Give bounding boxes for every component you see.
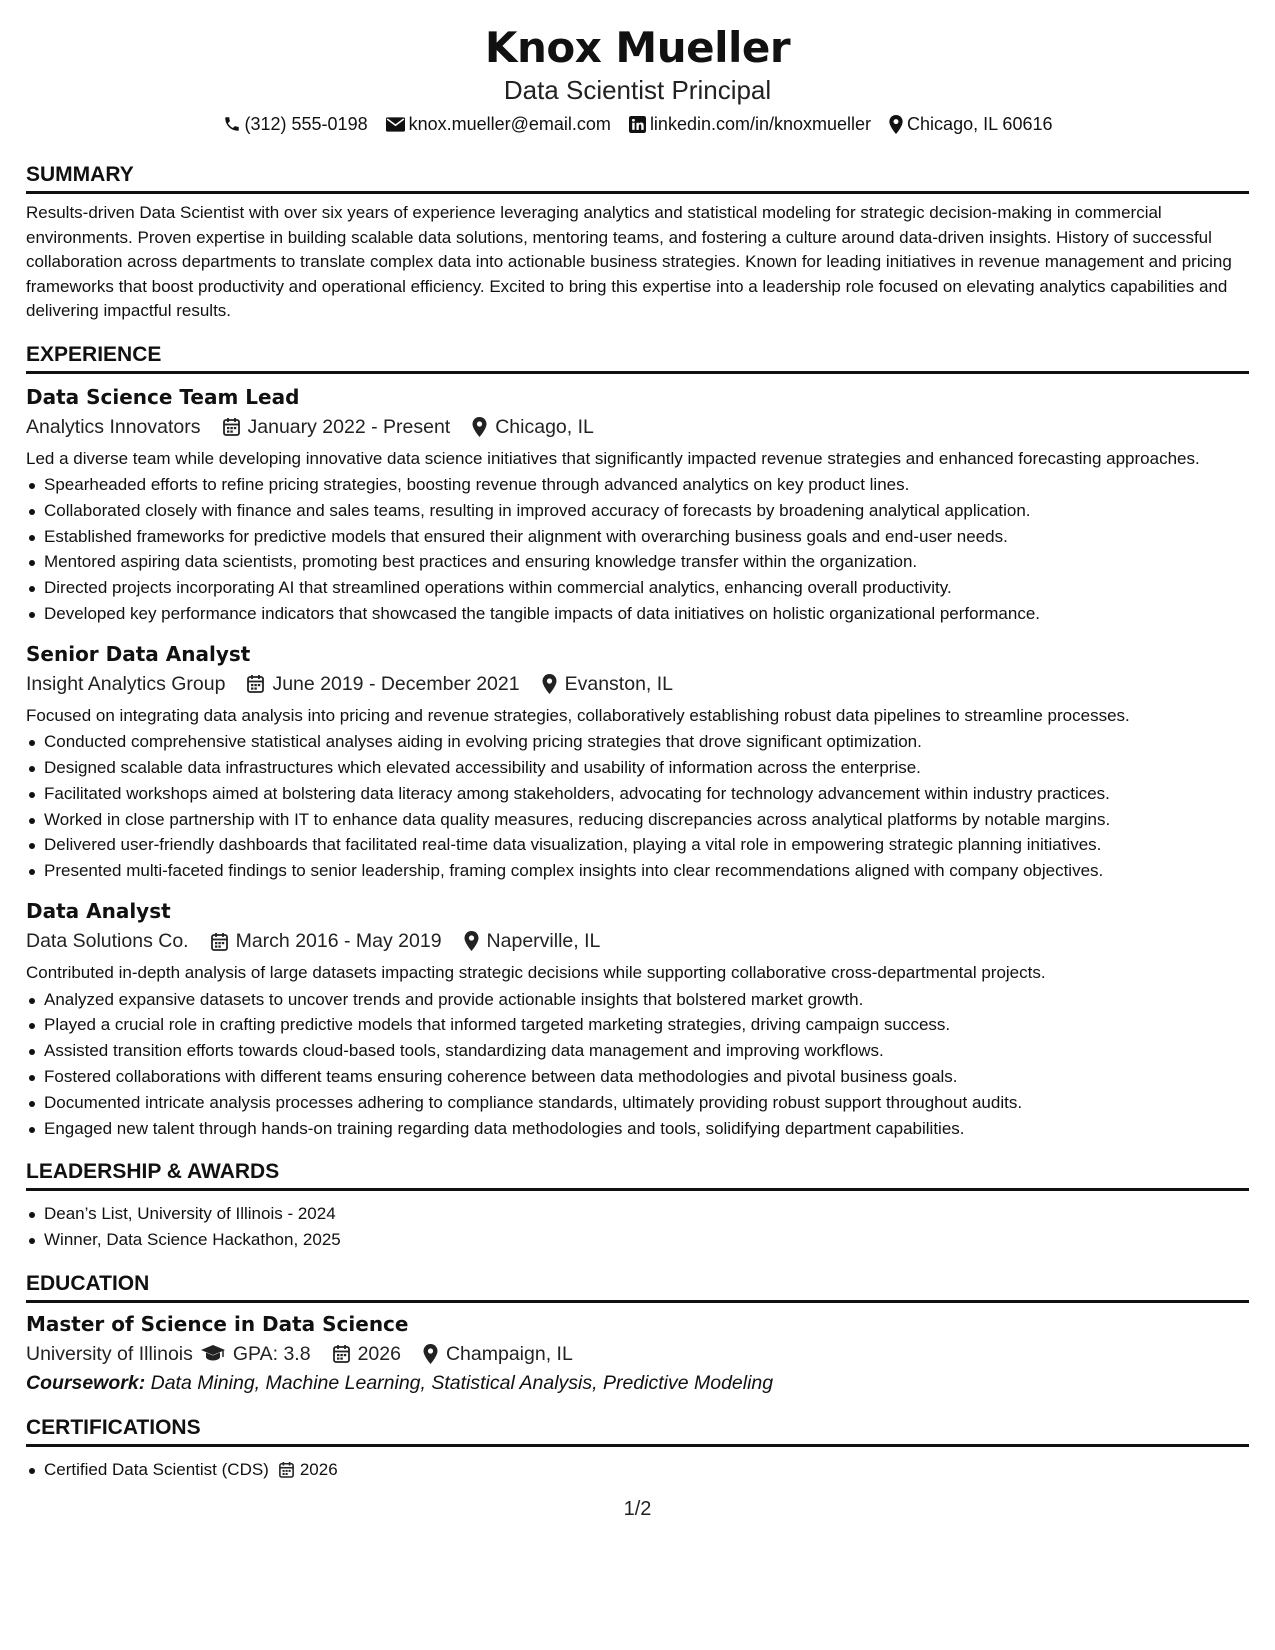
- education-section: [26, 1271, 1249, 1397]
- summary-text: Results-driven Data Scientist with over six years of experience leveraging analytics and statistical modeling for strategic decision-making in commercial environments. Proven expertise in building scalable data solutions, mentoring teams, and fostering a culture around data-driven insights. History of successful collaboration across departments to translate complex data into actionable business strategies. Known for leading initiatives in revenue management and pricing frameworks that boost productivity and operational efficiency. Excited to bring this expertise into a leadership role focused on elevating analytics capabilities and delivering impactful results.: [26, 203, 1232, 320]
- certification-year: 2026: [299, 1459, 338, 1479]
- job-description: Contributed in-depth analysis of large datasets impacting strategic decisions while supporting collaborative cross-departmental projects.: [26, 963, 1046, 983]
- certification-name: Certified Data Scientist (CDS): [44, 1459, 269, 1479]
- job-company: Data Solutions Co.: [26, 930, 189, 953]
- degree-title: Master of Science in Data Science: [26, 1311, 409, 1336]
- list-item: Mentored aspiring data scientists, promoting best practices and ensuring knowledge transfer within the organization.: [26, 549, 1249, 575]
- calendar-icon: [223, 417, 240, 436]
- list-item: Documented intricate analysis processes adhering to compliance standards, ultimately providing robust support throughout audits.: [26, 1090, 1249, 1116]
- job-company: Analytics Innovators: [26, 415, 201, 438]
- map-pin-icon: [889, 115, 903, 134]
- job-title: Data Analyst: [26, 899, 171, 924]
- graduation-cap-icon: [201, 1345, 225, 1362]
- awards-list: [26, 1201, 1249, 1253]
- job-title: Senior Data Analyst: [26, 641, 251, 666]
- school-location: Champaign, IL: [445, 1342, 573, 1365]
- graduation-year: 2026: [357, 1342, 401, 1365]
- linkedin-text: linkedin.com/in/knoxmueller: [649, 114, 872, 134]
- contact-linkedin[interactable]: [629, 112, 871, 136]
- job-dates: June 2019 - December 2021: [272, 672, 520, 695]
- calendar-icon: [279, 1461, 294, 1478]
- calendar-icon: [333, 1344, 350, 1363]
- job-dates: March 2016 - May 2019: [235, 930, 442, 953]
- list-item: Analyzed expansive datasets to uncover trends and provide actionable insights that bolstered market growth.: [26, 987, 1249, 1013]
- map-pin-icon: [542, 674, 557, 694]
- envelope-icon: [386, 117, 405, 132]
- candidate-name: Knox Mueller: [484, 23, 791, 72]
- location-text: Chicago, IL 60616: [907, 114, 1053, 134]
- contact-row: [26, 112, 1249, 136]
- list-item: Fostered collaborations with different teams ensuring coherence between data methodologies and pivotal business goals.: [26, 1064, 1249, 1090]
- list-item: Dean’s List, University of Illinois - 2024: [26, 1201, 1249, 1227]
- school-name: University of Illinois: [26, 1342, 193, 1365]
- contact-phone[interactable]: [223, 112, 368, 136]
- job-title: Data Science Team Lead: [26, 384, 300, 409]
- list-item: Assisted transition efforts towards cloud-based tools, standardizing data management and improving workflows.: [26, 1038, 1249, 1064]
- map-pin-icon: [423, 1344, 438, 1364]
- certifications-list: [26, 1457, 1249, 1483]
- page-number: 1/2: [623, 1498, 652, 1520]
- job-description: Focused on integrating data analysis into pricing and revenue strategies, collaboratively establishing robust data pipelines to streamline processes.: [26, 705, 1130, 725]
- calendar-icon: [247, 674, 264, 693]
- contact-location: [889, 112, 1052, 136]
- coursework: [26, 1369, 1249, 1397]
- job-entry: [26, 898, 1249, 1141]
- list-item: Worked in close partnership with IT to enhance data quality measures, reducing discrepancies across analytical platforms by notable margins.: [26, 807, 1249, 833]
- list-item: Directed projects incorporating AI that streamlined operations within commercial analytics, enhancing overall productivity.: [26, 575, 1249, 601]
- list-item: Facilitated workshops aimed at bolstering data literacy among stakeholders, advocating for technology advancement within industry practices.: [26, 781, 1249, 807]
- list-item: Engaged new talent through hands-on training regarding data methodologies and tools, solidifying department capabilities.: [26, 1116, 1249, 1142]
- job-bullets: [26, 729, 1249, 884]
- list-item: Collaborated closely with finance and sales teams, resulting in improved accuracy of forecasts by broadening analytical application.: [26, 498, 1249, 524]
- list-item: Designed scalable data infrastructures which elevated accessibility and usability of information across the enterprise.: [26, 755, 1249, 781]
- list-item: Spearheaded efforts to refine pricing strategies, boosting revenue through advanced analytics on key product lines.: [26, 472, 1249, 498]
- list-item: Played a crucial role in crafting predictive models that informed targeted marketing strategies, driving campaign success.: [26, 1012, 1249, 1038]
- job-entry: [26, 384, 1249, 627]
- job-company: Insight Analytics Group: [26, 672, 226, 695]
- job-meta: [26, 927, 1249, 955]
- contact-email[interactable]: [386, 112, 611, 136]
- resume-header: [26, 0, 1249, 136]
- job-dates: January 2022 - Present: [247, 415, 451, 438]
- section-title-awards: LEADERSHIP & AWARDS: [26, 1159, 1249, 1191]
- list-item: Delivered user-friendly dashboards that facilitated real-time data visualization, playing a vital role in empowering strategic planning initiatives.: [26, 832, 1249, 858]
- list-item: [26, 1457, 1249, 1483]
- awards-section: [26, 1159, 1249, 1253]
- list-item: Established frameworks for predictive models that ensured their alignment with overarching business goals and end-user needs.: [26, 524, 1249, 550]
- education-meta: [26, 1340, 1249, 1368]
- job-location: Naperville, IL: [486, 930, 601, 953]
- map-pin-icon: [464, 931, 479, 951]
- job-bullets: [26, 987, 1249, 1142]
- list-item: Winner, Data Science Hackathon, 2025: [26, 1227, 1249, 1253]
- job-meta: [26, 670, 1249, 698]
- section-title-summary: SUMMARY: [26, 162, 1249, 194]
- section-title-certifications: CERTIFICATIONS: [26, 1415, 1249, 1447]
- coursework-list: Data Mining, Machine Learning, Statistical Analysis, Predictive Modeling: [150, 1371, 774, 1394]
- job-bullets: [26, 472, 1249, 627]
- job-location: Evanston, IL: [564, 672, 674, 695]
- section-title-education: EDUCATION: [26, 1271, 1249, 1303]
- job-description: Led a diverse team while developing innovative data science initiatives that significantly impacted revenue strategies and enhanced forecasting approaches.: [26, 448, 1200, 468]
- job-entry: [26, 641, 1249, 884]
- list-item: Developed key performance indicators that showcased the tangible impacts of data initiatives on holistic organizational performance.: [26, 601, 1249, 627]
- job-meta: [26, 413, 1249, 441]
- phone-icon: [223, 115, 241, 133]
- education-entry: [26, 1311, 1249, 1397]
- coursework-label: Coursework:: [26, 1371, 146, 1394]
- map-pin-icon: [472, 417, 487, 437]
- section-title-experience: EXPERIENCE: [26, 342, 1249, 374]
- list-item: Conducted comprehensive statistical analyses aiding in evolving pricing strategies that drove significant optimization.: [26, 729, 1249, 755]
- job-location: Chicago, IL: [495, 415, 594, 438]
- phone-text: (312) 555-0198: [244, 114, 368, 134]
- certifications-section: [26, 1415, 1249, 1483]
- linkedin-icon: [629, 116, 646, 133]
- experience-section: [26, 342, 1249, 1142]
- gpa: GPA: 3.8: [232, 1342, 311, 1365]
- list-item: Presented multi-faceted findings to senior leadership, framing complex insights into clear recommendations aligned with company objectives.: [26, 858, 1249, 884]
- resume-page: [26, 0, 1249, 1650]
- email-text: knox.mueller@email.com: [408, 114, 611, 134]
- calendar-icon: [211, 932, 228, 951]
- summary-section: [26, 162, 1249, 324]
- candidate-role: Data Scientist Principal: [503, 75, 772, 105]
